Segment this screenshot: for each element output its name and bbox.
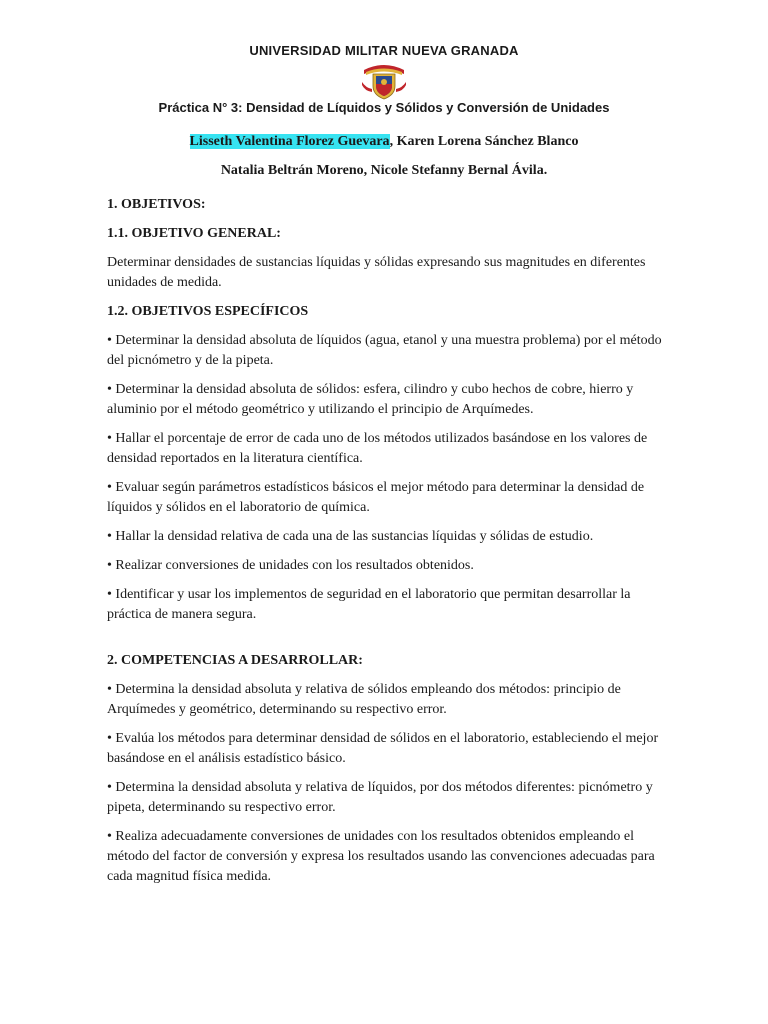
competency-item: • Determina la densidad absoluta y relativa de sólidos empleando dos métodos: principio de Arquímedes y geométrico, determinando su respectivo error. [107,682,621,717]
section-competencias-title: 2. COMPETENCIAS A DESARROLLAR: [107,653,363,668]
specific-objective-item: • Evaluar según parámetros estadísticos básicos el mejor método para determinar la densidad de líquidos y sólidos en el laboratorio de química. [107,480,645,515]
document-body [107,195,667,896]
university-name: UNIVERSIDAD MILITAR NUEVA GRANADA [249,43,519,58]
specific-objective-item: • Determinar la densidad absoluta de sólidos: esfera, cilindro y cubo hechos de cobre, hierro y aluminio por el método geométrico y utilizando el principio de Arquímedes. [107,382,634,417]
specific-objective-item: • Hallar el porcentaje de error de cada uno de los métodos utilizados basándose en los valores de densidad reportados en la literatura científica. [107,431,648,466]
university-crest-icon [360,62,408,100]
practice-title: Práctica N° 3: Densidad de Líquidos y Sólidos y Conversión de Unidades [158,100,610,115]
section-objetivos-title: 1. OBJETIVOS: [107,197,206,212]
section-especificos-title: 1.2. OBJETIVOS ESPECÍFICOS [107,304,309,319]
authors-line-1 [0,134,768,150]
competency-item: • Evalúa los métodos para determinar densidad de sólidos en el laboratorio, estableciendo el mejor basándose en el análisis estadístico básico. [107,731,659,766]
general-objective-text: Determinar densidades de sustancias líquidas y sólidas expresando sus magnitudes en diferentes unidades de medida. [107,255,646,290]
specific-objective-item: • Realizar conversiones de unidades con los resultados obtenidos. [107,558,474,573]
highlighted-author: Lisseth Valentina Florez Guevara [189,134,390,149]
specific-objective-item: • Identificar y usar los implementos de seguridad en el laboratorio que permitan desarrollar la práctica de manera segura. [107,587,631,622]
authors-line-2: Natalia Beltrán Moreno, Nicole Stefanny Bernal Ávila. [220,163,548,178]
specific-objective-item: • Determinar la densidad absoluta de líquidos (agua, etanol y una muestra problema) por el método del picnómetro y de la pipeta. [107,333,662,368]
authors-line-1-rest: , Karen Lorena Sánchez Blanco [389,134,579,149]
competency-item: • Determina la densidad absoluta y relativa de líquidos, por dos métodos diferentes: picnómetro y pipeta, determinando su respectivo error. [107,780,653,815]
competency-item: • Realiza adecuadamente conversiones de unidades con los resultados obtenidos empleando el método del factor de conversión y expresa los resultados usando las convenciones adecuadas para cada magnitud física medida. [107,829,655,884]
specific-objective-item: • Hallar la densidad relativa de cada una de las sustancias líquidas y sólidas de estudio. [107,529,594,544]
section-general-title: 1.1. OBJETIVO GENERAL: [107,226,281,241]
